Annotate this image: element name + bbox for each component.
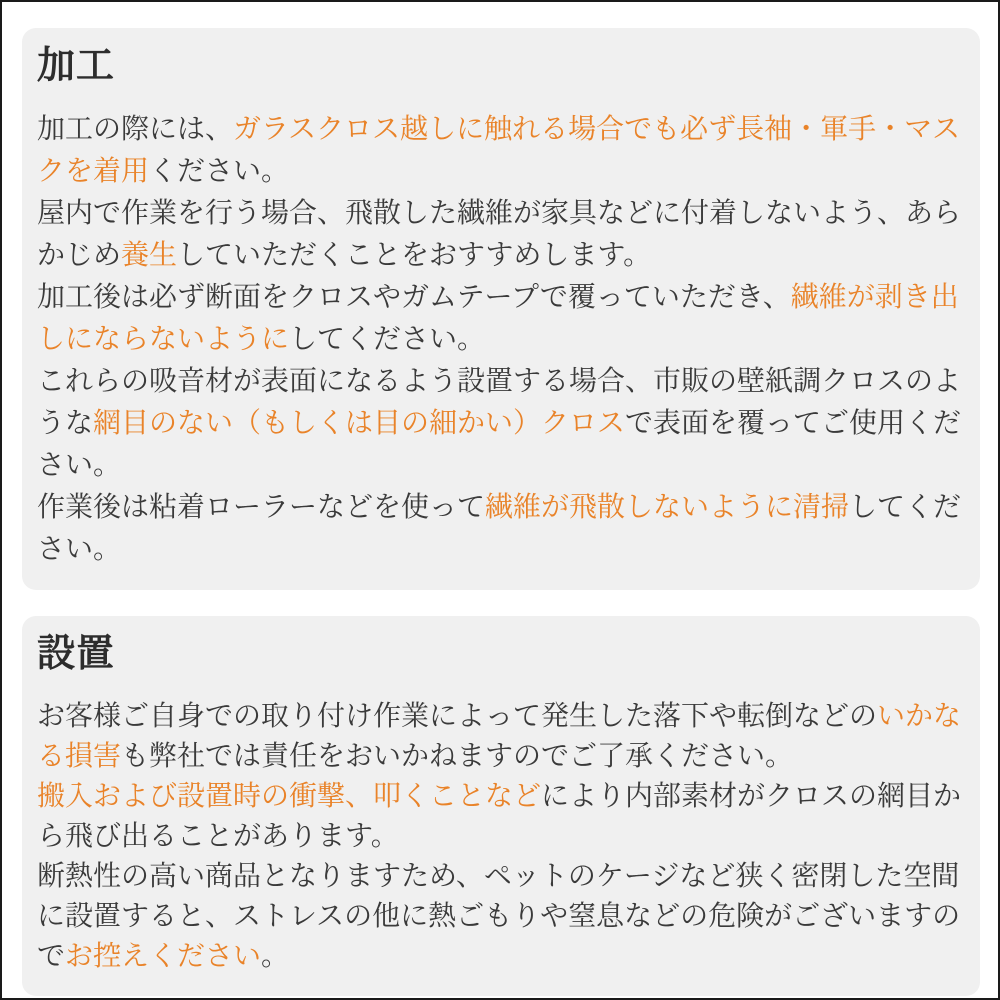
paragraph [37, 856, 965, 976]
section-body [37, 108, 965, 570]
paragraph [37, 776, 965, 856]
text-segment: により内部素材がクロスの網目から飛び出ることがあります。 [37, 780, 962, 851]
highlighted-text-segment: 繊維が飛散しないように清掃 [485, 491, 850, 522]
highlighted-text-segment: いかなる損害 [37, 700, 962, 771]
paragraph [37, 486, 965, 570]
text-segment: ください。 [149, 155, 290, 186]
text-segment: も弊社では責任をおいかねますのでご了承ください。 [121, 740, 794, 771]
text-segment: 。 [261, 940, 290, 971]
product-notes-document [2, 2, 998, 998]
paragraph [37, 192, 965, 276]
highlighted-text-segment: 養生 [121, 239, 178, 270]
text-segment: 加工の際には、 [37, 113, 234, 144]
paragraph [37, 360, 965, 486]
section-card-processing [22, 28, 980, 590]
text-segment: してください。 [289, 323, 486, 354]
highlighted-text-segment: お控えください [65, 940, 262, 971]
section-body [37, 696, 965, 976]
text-segment: これらの吸音材が表面になるよう設置する場合、市販の壁紙調クロスのような [37, 365, 962, 438]
paragraph [37, 696, 965, 776]
section-title-installation: 設置 [37, 633, 116, 675]
text-segment: 屋内で作業を行う場合、飛散した繊維が家具などに付着しないよう、あらかじめ [37, 197, 962, 270]
highlighted-text-segment: 網目のない（もしくは目の細かい）クロス [93, 407, 626, 438]
text-segment: 作業後は粘着ローラーなどを使って [37, 491, 486, 522]
text-segment: していただくことをおすすめします。 [177, 239, 652, 270]
paragraph [37, 108, 965, 192]
section-card-installation [22, 616, 980, 996]
paragraph [37, 276, 965, 360]
text-segment: 断熱性の高い商品となりますため、ペットのケージなど狭く密閉した空間に設置すると、ストレスの他に熱ごもりや窒息などの危険がございますので [37, 860, 961, 971]
highlighted-text-segment: 繊維が剥き出しにならないように [37, 281, 959, 354]
text-segment: で表面を覆ってご使用ください。 [37, 407, 962, 480]
text-segment: 加工後は必ず断面をクロスやガムテープで覆っていただき、 [37, 281, 791, 312]
section-title-processing: 加工 [37, 45, 116, 87]
text-segment: してください。 [37, 491, 962, 564]
text-segment: お客様ご自身での取り付け作業によって発生した落下や転倒などの [37, 700, 878, 731]
highlighted-text-segment: ガラスクロス越しに触れる場合でも必ず長袖・軍手・マスクを着用 [37, 113, 961, 186]
highlighted-text-segment: 搬入および設置時の衝撃、叩くことなど [37, 780, 542, 811]
